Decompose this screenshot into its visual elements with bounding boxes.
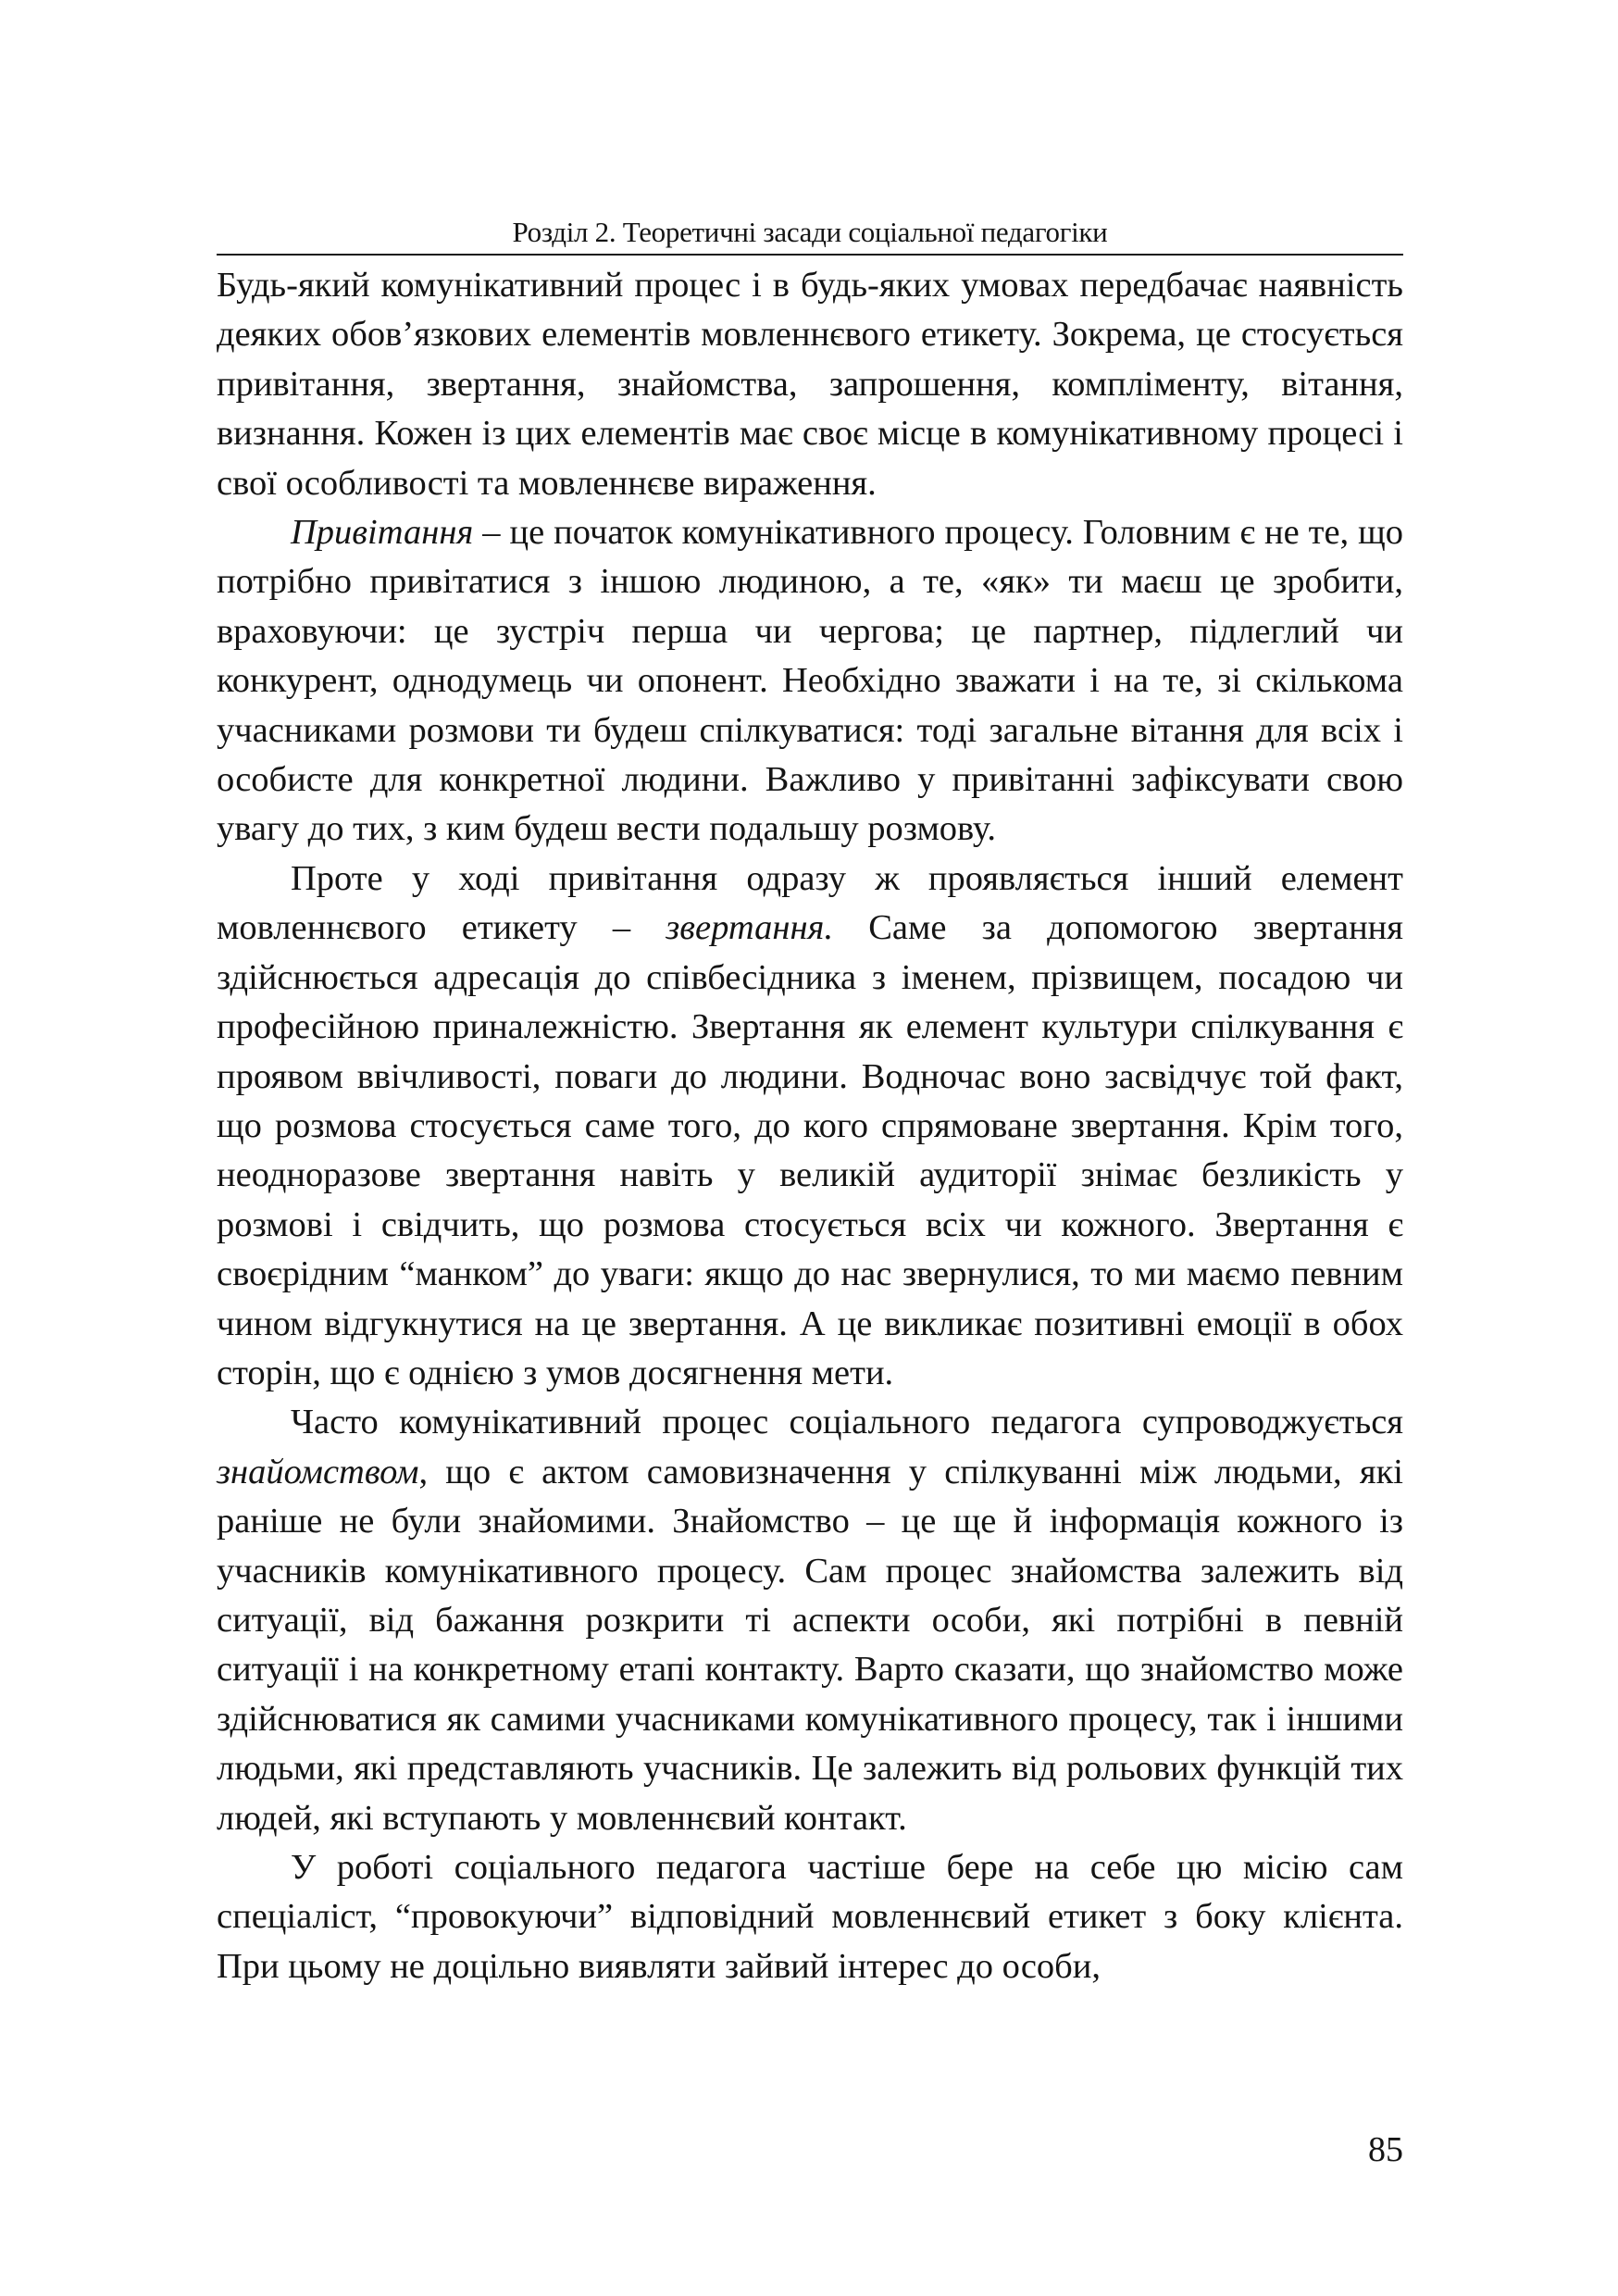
paragraph-text: Саме за допомогою звертання здійснюється адресація до співбесідника з іменем, прізвищем, посадою чи професійною приналежністю. Звертання як елемент культури спілкування є проявом ввічливості, поваги до людини. Водночас воно засвідчує той факт, що розмова стосується саме того, до кого спрямоване звертання. Крім того, неодноразове звертання навіть у великій аудиторії знімає безликість у розмові і свідчить, що розмова стосується всіх чи кожного. Звертання є своєрідним “манком” до уваги: якщо до нас звернулися, то ми маємо певним чином відгукнутися на це звертання. А це викликає позитивні емоції в обох сторін, що є однією з умов досягнення мети. bbox=[217, 908, 1403, 1392]
paragraph-text: Будь-який комунікативний процес і в будь-яких умовах передбачає наявність деяких обов’язкових елементів мовленнєвого етикету. Зокрема, це стосується привітання, звертання, знайомства, запрошення, компліменту, вітання, визнання. Кожен із цих елементів має своє місце в комунікативному процесі і свої особливості та мовленнєве вираження. bbox=[217, 266, 1403, 503]
book-page bbox=[217, 213, 1403, 2240]
header-rule bbox=[217, 254, 1403, 256]
paragraph-4 bbox=[217, 1398, 1403, 1843]
paragraph-text: , що є актом самовизначення у спілкуванні між людьми, які раніше не були знайомими. Знайомство – це ще й інформація кожного із учасників комунікативного процесу. Сам процес знайомства залежить від ситуації, від бажання розкрити ті аспекти особи, які потрібні в певній ситуації і на конкретному етапі контакту. Варто сказати, що знайомство може здійснюватися як самими учасниками комунікативного процесу, так і іншими людьми, які представляють учасників. Це залежить від рольових функцій тих людей, які вступають у мовленнєвий контакт. bbox=[217, 1452, 1403, 1838]
paragraph-text-lead: Проте у ході привітання одразу ж проявляється інший елемент мовленнєвого етикету – bbox=[217, 858, 1403, 948]
paragraph-1 bbox=[217, 261, 1403, 508]
paragraph-text-lead: Часто комунікативний процес соціального педагога супроводжується bbox=[291, 1403, 1403, 1442]
running-header: Розділ 2. Теоретичні засади соціальної педагогіки bbox=[512, 216, 1108, 248]
paragraph-5 bbox=[217, 1843, 1403, 1991]
paragraph-2 bbox=[217, 508, 1403, 855]
term-znaiomstvo: знайомством bbox=[217, 1452, 419, 1491]
paragraph-text: – це початок комунікативного процесу. Головним є не те, що потрібно привітатися з іншою людиною, а те, «як» ти маєш це зробити, враховуючи: це зустріч перша чи чергова; це партнер, підлеглий чи конкурент, однодумець чи опонент. Необхідно зважати і на те, зі скількома учасниками розмови ти будеш спілкуватися: тоді загальне вітання для всіх і особисте для конкретної людини. Важливо у привітанні зафіксувати свою увагу до тих, з ким будеш вести подальшу розмову. bbox=[217, 513, 1403, 849]
body-text bbox=[217, 261, 1403, 1991]
paragraph-text: У роботі соціального педагога частіше бере на себе цю місію сам спеціаліст, “провокуючи” відповідний мовленнєвий етикет з боку клієнта. При цьому не доцільно виявляти зайвий інтерес до особи, bbox=[217, 1848, 1403, 1986]
term-zvertannia: звертання. bbox=[666, 908, 834, 948]
page-number: 85 bbox=[1368, 2130, 1403, 2169]
term-pryvitannia: Привітання bbox=[291, 513, 474, 553]
paragraph-3 bbox=[217, 855, 1403, 1398]
